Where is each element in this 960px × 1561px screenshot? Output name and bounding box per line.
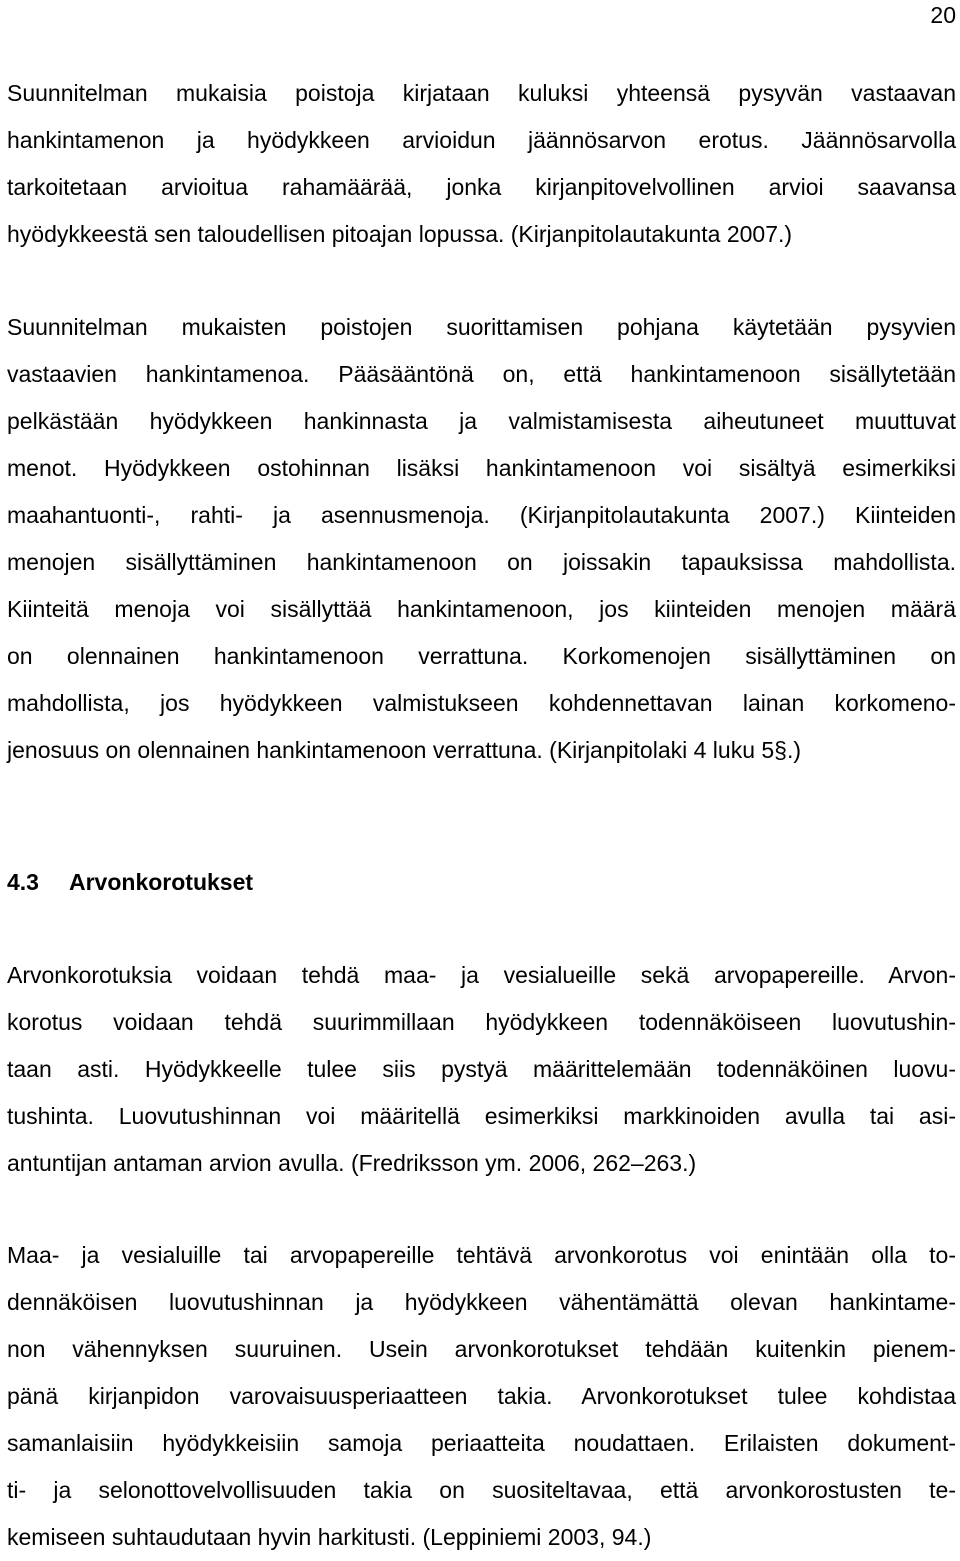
text-line: pänä kirjanpidon varovaisuusperiaatteen takia. Arvonkorotukset tulee kohdistaa bbox=[7, 1383, 956, 1409]
text-line: antuntijan antaman arvion avulla. (Fredriksson ym. 2006, 262–263.) bbox=[7, 1150, 697, 1176]
text-line: ti- ja selonottovelvollisuuden takia on suositeltavaa, että arvonkorostusten te- bbox=[7, 1477, 956, 1503]
text-line: hyödykkeestä sen taloudellisen pitoajan lopussa. (Kirjanpitolautakunta 2007.) bbox=[7, 221, 793, 247]
text-line: tarkoitetaan arvioitua rahamäärää, jonka kirjanpitovelvollinen arvioi saavansa bbox=[7, 174, 956, 200]
text-line: menot. Hyödykkeen ostohinnan lisäksi hankintamenoon voi sisältyä esimerkiksi bbox=[7, 455, 956, 481]
text-line: jenosuus on olennainen hankintamenoon verrattuna. (Kirjanpitolaki 4 luku 5§.) bbox=[7, 737, 802, 763]
text-line: Maa- ja vesialuille tai arvopapereille tehtävä arvonkorotus voi enintään olla to- bbox=[7, 1242, 956, 1268]
paragraph-revaluation-limits bbox=[7, 1232, 956, 1561]
section-number: 4.3 bbox=[7, 869, 39, 895]
text-line: dennäköisen luovutushinnan ja hyödykkeen vähentämättä olevan hankintame- bbox=[7, 1289, 956, 1315]
text-line: hankintamenon ja hyödykkeen arvioidun jäännösarvon erotus. Jäännösarvolla bbox=[7, 127, 956, 153]
text-line: Arvonkorotuksia voidaan tehdä maa- ja vesialueille sekä arvopapereille. Arvon- bbox=[7, 962, 956, 988]
text-line: non vähennyksen suuruinen. Usein arvonkorotukset tehdään kuitenkin pienem- bbox=[7, 1336, 956, 1362]
text-line: kemiseen suhtaudutaan hyvin harkitusti. (Leppiniemi 2003, 94.) bbox=[7, 1524, 652, 1550]
text-line: vastaavien hankintamenoa. Pääsääntönä on, että hankintamenoon sisällytetään bbox=[7, 361, 956, 387]
section-heading bbox=[7, 866, 253, 898]
text-line: taan asti. Hyödykkeelle tulee siis pystyä määrittelemään todennäköinen luovu- bbox=[7, 1056, 956, 1082]
section-title: Arvonkorotukset bbox=[69, 869, 254, 895]
text-line: menojen sisällyttäminen hankintamenoon on joissakin tapauksissa mahdollista. bbox=[7, 549, 956, 575]
text-line: Suunnitelman mukaisten poistojen suorittamisen pohjana käytetään pysyvien bbox=[7, 314, 956, 340]
text-line: mahdollista, jos hyödykkeen valmistukseen kohdennettavan lainan korkomeno- bbox=[7, 690, 956, 716]
text-line: korotus voidaan tehdä suurimmillaan hyödykkeen todennäköiseen luovutushin- bbox=[7, 1009, 956, 1035]
text-line: tushinta. Luovutushinnan voi määritellä esimerkiksi markkinoiden avulla tai asi- bbox=[7, 1103, 956, 1129]
text-line: pelkästään hyödykkeen hankinnasta ja valmistamisesta aiheutuneet muuttuvat bbox=[7, 408, 956, 434]
text-line: Suunnitelman mukaisia poistoja kirjataan kuluksi yhteensä pysyvän vastaavan bbox=[7, 80, 956, 106]
text-line: Kiinteitä menoja voi sisällyttää hankintamenoon, jos kiinteiden menojen määrä bbox=[7, 596, 956, 622]
text-line: on olennainen hankintamenoon verrattuna. Korkomenojen sisällyttäminen on bbox=[7, 643, 956, 669]
paragraph-depreciation-definition bbox=[7, 70, 956, 258]
text-line: samanlaisiin hyödykkeisiin samoja periaatteita noudattaen. Erilaisten dokument- bbox=[7, 1430, 956, 1456]
page-number: 20 bbox=[930, 2, 956, 28]
text-line: maahantuonti-, rahti- ja asennusmenoja. (Kirjanpitolautakunta 2007.) Kiinteiden bbox=[7, 502, 956, 528]
paragraph-revaluations bbox=[7, 952, 956, 1187]
paragraph-acquisition-cost bbox=[7, 304, 956, 774]
